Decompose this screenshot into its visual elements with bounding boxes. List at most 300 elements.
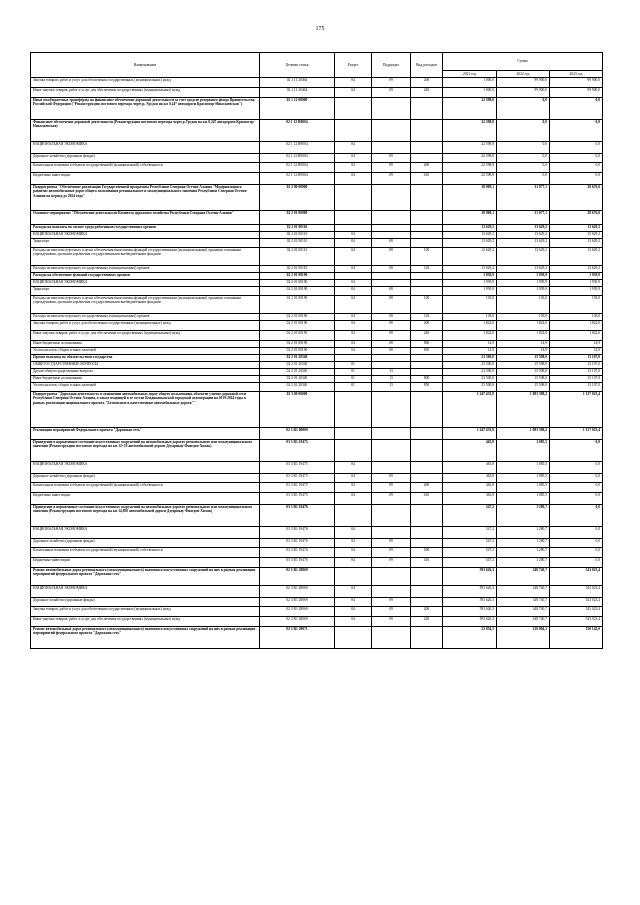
cell-name: Расходы на выплаты персоналу в целях обеспечения выполнения функций государственными (муниципальными) органами, казенными учреждениями, органами управления государственными внебюджетными фондами — [31, 248, 260, 266]
cell-2022: 1 085,5 — [497, 440, 550, 462]
table-row — [31, 355, 603, 362]
cell-subsection: 09 — [372, 474, 411, 483]
cell-2021: 547,2 — [443, 558, 497, 568]
table-row — [31, 78, 603, 88]
cell-subsection — [372, 568, 411, 586]
table-row — [31, 607, 603, 617]
cell-2023: 13 107,0 — [550, 369, 603, 376]
cell-expense-type — [411, 392, 443, 428]
cell-expense-type: 100 — [411, 248, 443, 266]
cell-2023: 99 900,0 — [550, 78, 603, 88]
cell-target: 02 3 R1 00000 — [260, 428, 335, 440]
cell-2023: 28 676,0 — [550, 185, 603, 211]
cell-name: НАЦИОНАЛЬНАЯ ЭКОНОМИКА — [31, 142, 260, 154]
cell-2021: 22 598,8 — [443, 173, 497, 185]
table-row — [31, 369, 603, 376]
table-row — [31, 266, 603, 273]
table-row — [31, 163, 603, 173]
cell-subsection: 08 — [372, 248, 411, 266]
table-row — [31, 232, 603, 239]
table-row — [31, 142, 603, 154]
cell-2022: 1 939,9 — [497, 273, 550, 280]
cell-2021: 23 500,0 — [443, 362, 497, 369]
cell-2023: 1 137 023,4 — [550, 392, 603, 428]
cell-2023: 0,0 — [550, 474, 603, 483]
cell-expense-type — [411, 598, 443, 607]
cell-name: Уплата налогов, сборов и иных платежей — [31, 348, 260, 355]
cell-2021: 23 500,0 — [443, 376, 497, 383]
cell-subsection — [372, 362, 411, 369]
cell-2023: 543 023,4 — [550, 617, 603, 627]
cell-2023: 0,0 — [550, 548, 603, 558]
cell-target: 02 1 11 20464 — [260, 88, 335, 98]
table-row — [31, 331, 603, 341]
cell-2023: 0,0 — [550, 154, 603, 163]
header-target: Целевая статья — [260, 53, 335, 78]
cell-expense-type: 240 — [411, 88, 443, 98]
cell-2021: 1 000,0 — [443, 78, 497, 88]
cell-2021: 1 822,0 — [443, 321, 497, 331]
table-row — [31, 568, 603, 586]
table-row — [31, 248, 603, 266]
cell-section — [335, 211, 372, 225]
cell-expense-type: 200 — [411, 607, 443, 617]
cell-subsection — [372, 627, 411, 649]
header-section: Раздел — [335, 53, 372, 78]
table-row — [31, 348, 603, 355]
cell-2021: 14,9 — [443, 348, 497, 355]
cell-2022: 1 085,5 — [497, 493, 550, 505]
cell-subsection: 09 — [372, 548, 411, 558]
cell-2022: 1 822,0 — [497, 331, 550, 341]
cell-2023: 14,9 — [550, 348, 603, 355]
cell-2021: 22 598,8 — [443, 163, 497, 173]
cell-2023: 0,0 — [550, 163, 603, 173]
cell-name: Ремонт автомобильных дорог регионального (межмуниципального) значения и искусственных сооружений на них в рамках реализации мероприятий федерального проекта "Дорожная сеть" — [31, 568, 260, 586]
cell-2022: 0,0 — [497, 120, 550, 142]
cell-name: Реализация мероприятий Федерального проекта "Дорожная сеть" — [31, 428, 260, 440]
cell-target: 02 2 01 00190 — [260, 296, 335, 314]
cell-expense-type: 120 — [411, 314, 443, 321]
cell-section: 04 — [335, 248, 372, 266]
cell-expense-type — [411, 355, 443, 362]
cell-subsection — [372, 142, 411, 154]
table-row — [31, 392, 603, 428]
table-row — [31, 505, 603, 527]
cell-target: 02 3 R1 28071 — [260, 627, 335, 649]
cell-2021: 23 500,0 — [443, 383, 497, 392]
cell-2023: 13 107,0 — [550, 362, 603, 369]
cell-target: 02 2 01 00190 — [260, 331, 335, 341]
cell-2023: 0,0 — [550, 483, 603, 493]
cell-2021: 22 598,8 — [443, 120, 497, 142]
cell-2021: 593 626,3 — [443, 598, 497, 607]
cell-name: Прочие выплаты по обязательствам государства — [31, 355, 260, 362]
cell-subsection — [372, 505, 411, 527]
cell-subsection — [372, 586, 411, 598]
cell-2022: 0,0 — [497, 154, 550, 163]
cell-2022: 348 740,7 — [497, 568, 550, 586]
cell-2021: 547,2 — [443, 527, 497, 539]
header-row — [31, 53, 603, 71]
cell-target: 03 3 R1 19475 — [260, 440, 335, 462]
cell-expense-type: 850 — [411, 383, 443, 392]
cell-expense-type: 240 — [411, 617, 443, 627]
cell-target: 02 2 01 00190 — [260, 280, 335, 287]
cell-subsection — [372, 98, 411, 120]
cell-2023: 1 822,0 — [550, 321, 603, 331]
table-row — [31, 120, 603, 142]
table-row — [31, 558, 603, 568]
cell-subsection: 08 — [372, 266, 411, 273]
cell-section — [335, 440, 372, 462]
cell-2021: 23 500,0 — [443, 369, 497, 376]
table-row — [31, 617, 603, 627]
cell-2023: 0,0 — [550, 142, 603, 154]
cell-2022: 0,0 — [497, 163, 550, 173]
cell-2022: 1 822,0 — [497, 321, 550, 331]
cell-2023: 14,9 — [550, 341, 603, 348]
cell-expense-type: 400 — [411, 163, 443, 173]
table-row — [31, 627, 603, 649]
cell-target: 02 2 01 00190 — [260, 321, 335, 331]
cell-target: 02 2 01 00190 — [260, 273, 335, 280]
cell-2023: 13 629,2 — [550, 239, 603, 248]
cell-section — [335, 273, 372, 280]
cell-2021: 593 626,3 — [443, 586, 497, 598]
cell-name: Подпрограмма "Обеспечение реализации Государственной программы Республики Северная Осетия-Алания "Модернизация и развитие автомобильных дорог общего пользования регионального и межмуниципального значения Республики Северная Осетия-Алания на период до 2024 года" — [31, 185, 260, 211]
cell-2021: 103,0 — [443, 296, 497, 314]
cell-subsection: 08 — [372, 287, 411, 296]
cell-target: 02 2 01 00190 — [260, 314, 335, 321]
table-row — [31, 173, 603, 185]
cell-subsection: 08 — [372, 341, 411, 348]
cell-subsection: 13 — [372, 376, 411, 383]
cell-expense-type: 400 — [411, 483, 443, 493]
cell-2022: 1 085,5 — [497, 483, 550, 493]
cell-section: 04 — [335, 341, 372, 348]
cell-2023: 0,0 — [550, 527, 603, 539]
cell-subsection — [372, 392, 411, 428]
cell-name: Дорожное хозяйство (дорожные фонды) — [31, 474, 260, 483]
cell-name: Бюджетные инвестиции — [31, 558, 260, 568]
table-row — [31, 296, 603, 314]
cell-2023: 0,0 — [550, 539, 603, 548]
cell-target: 02 2 01 00190 — [260, 348, 335, 355]
cell-section: 04 — [335, 483, 372, 493]
cell-target: 02 2 01 20340 — [260, 362, 335, 369]
cell-section — [335, 428, 372, 440]
cell-name: НАЦИОНАЛЬНАЯ ЭКОНОМИКА — [31, 586, 260, 598]
table-row — [31, 185, 603, 211]
cell-name: НАЦИОНАЛЬНАЯ ЭКОНОМИКА — [31, 527, 260, 539]
cell-subsection — [372, 280, 411, 287]
table-row — [31, 548, 603, 558]
cell-2023: 13 629,2 — [550, 266, 603, 273]
cell-2021: 463,8 — [443, 493, 497, 505]
cell-subsection — [372, 211, 411, 225]
table-row — [31, 428, 603, 440]
cell-expense-type — [411, 627, 443, 649]
cell-target: 02 2 01 00110 — [260, 266, 335, 273]
cell-2023: 99 900,0 — [550, 88, 603, 98]
cell-expense-type: 850 — [411, 348, 443, 355]
cell-subsection — [372, 225, 411, 232]
cell-section: 04 — [335, 474, 372, 483]
cell-section: 04 — [335, 348, 372, 355]
cell-subsection: 08 — [372, 331, 411, 341]
cell-section: 04 — [335, 321, 372, 331]
cell-2021: 463,8 — [443, 440, 497, 462]
cell-2021: 463,8 — [443, 462, 497, 474]
cell-target: 02 3 00 00000 — [260, 392, 335, 428]
cell-2022: 15 508,0 — [497, 383, 550, 392]
cell-name: Иные бюджетные ассигнования — [31, 376, 260, 383]
cell-subsection: 08 — [372, 239, 411, 248]
cell-2022: 1 085,5 — [497, 474, 550, 483]
cell-2022: 1 280,7 — [497, 548, 550, 558]
cell-target: 02 3 R1 28069 — [260, 598, 335, 607]
cell-2022: 103,0 — [497, 296, 550, 314]
cell-2021: 14,9 — [443, 341, 497, 348]
cell-2022: 14,9 — [497, 341, 550, 348]
cell-name: Иные закупки товаров, работ и услуг для обеспечения государственных (муниципальных) нужд — [31, 331, 260, 341]
cell-2022: 348 740,7 — [497, 607, 550, 617]
cell-expense-type — [411, 273, 443, 280]
cell-name: Транспорт — [31, 287, 260, 296]
cell-section: 04 — [335, 296, 372, 314]
cell-subsection — [372, 428, 411, 440]
cell-subsection: 09 — [372, 617, 411, 627]
cell-name: ОБЩЕГОСУДАРСТВЕННЫЕ ВОПРОСЫ — [31, 362, 260, 369]
table-row — [31, 383, 603, 392]
cell-2023: 1 939,9 — [550, 273, 603, 280]
cell-2023: 543 023,4 — [550, 586, 603, 598]
cell-target: 02 1 12 R9004 — [260, 163, 335, 173]
table-row — [31, 211, 603, 225]
cell-target: 03 3 R1 19475 — [260, 483, 335, 493]
cell-target: 02 2 01 20340 — [260, 383, 335, 392]
table-row — [31, 88, 603, 98]
cell-subsection — [372, 120, 411, 142]
cell-2023: 1 939,9 — [550, 280, 603, 287]
cell-name: Основное мероприятие "Обеспечение деятельности Комитета дорожного хозяйства Республики Северная Осетия-Алания" — [31, 211, 260, 225]
cell-2022: 15 508,0 — [497, 376, 550, 383]
cell-expense-type: 410 — [411, 493, 443, 505]
cell-section: 01 — [335, 362, 372, 369]
cell-expense-type — [411, 505, 443, 527]
cell-subsection: 08 — [372, 296, 411, 314]
cell-name: Бюджетные инвестиции — [31, 493, 260, 505]
cell-2022: 99 900,0 — [497, 78, 550, 88]
cell-target: 03 3 R1 19475 — [260, 462, 335, 474]
cell-2021: 23 500,0 — [443, 355, 497, 362]
cell-subsection: 09 — [372, 539, 411, 548]
cell-2021: 52 054,5 — [443, 627, 497, 649]
cell-2022: 1 939,9 — [497, 280, 550, 287]
cell-2021: 22 598,8 — [443, 98, 497, 120]
cell-subsection: 09 — [372, 173, 411, 185]
cell-target: 02 3 R1 28069 — [260, 586, 335, 598]
cell-name: Подпрограмма "Дорожная деятельность в отношении автомобильных дорог общего пользования, объектов улично-дорожной сети Республики Северная Осетия-Алания, а также входящей в ее состав Владикавказской городской агломерации на 2019-2024 годы в рамках реализации национального проекта "Безопасные и качественные автомобильные дороги"" — [31, 392, 260, 428]
table-row — [31, 98, 603, 120]
cell-2022: 1 083 398,2 — [497, 392, 550, 428]
cell-expense-type — [411, 428, 443, 440]
cell-name: Закупка товаров, работ и услуг для обеспечения государственных (муниципальных) нужд — [31, 607, 260, 617]
cell-2021: 22 598,8 — [443, 154, 497, 163]
cell-name: НАЦИОНАЛЬНАЯ ЭКОНОМИКА — [31, 280, 260, 287]
cell-expense-type — [411, 527, 443, 539]
cell-2022: 99 900,0 — [497, 88, 550, 98]
cell-2021: 1 939,9 — [443, 287, 497, 296]
cell-2023: 0,0 — [550, 558, 603, 568]
cell-target: 02 2 01 00190 — [260, 341, 335, 348]
cell-expense-type: 240 — [411, 331, 443, 341]
cell-name: Бюджетные инвестиции — [31, 173, 260, 185]
cell-name: Иные бюджетные ассигнования — [31, 341, 260, 348]
cell-name: Иные закупки товаров, работ и услуг для обеспечения государственных (муниципальных) нужд — [31, 88, 260, 98]
cell-2022: 1 085,5 — [497, 462, 550, 474]
cell-section: 04 — [335, 173, 372, 185]
cell-section: 04 — [335, 266, 372, 273]
table-row — [31, 474, 603, 483]
cell-name: Иные закупки товаров, работ и услуг для обеспечения государственных (муниципальных) нужд — [31, 617, 260, 627]
cell-section: 04 — [335, 548, 372, 558]
cell-expense-type: 120 — [411, 266, 443, 273]
cell-expense-type — [411, 211, 443, 225]
cell-expense-type — [411, 586, 443, 598]
cell-expense-type — [411, 440, 443, 462]
cell-2022: 103,0 — [497, 314, 550, 321]
cell-2023: 1 822,0 — [550, 331, 603, 341]
cell-2021: 1 247 433,8 — [443, 428, 497, 440]
cell-section — [335, 568, 372, 586]
cell-name: Ремонт автомобильных дорог регионального (межмуниципального) значения и искусственных сооружений на них в рамках реализации мероприятий федерального проекта "Дорожная сеть" — [31, 627, 260, 649]
cell-section: 04 — [335, 539, 372, 548]
cell-target: 03 3 R1 19476 — [260, 548, 335, 558]
cell-2021: 38 069,1 — [443, 211, 497, 225]
table-row — [31, 493, 603, 505]
cell-section: 04 — [335, 78, 372, 88]
header-sum: Сумма — [443, 53, 603, 71]
cell-2023: 543 023,4 — [550, 568, 603, 586]
cell-2022: 13 629,2 — [497, 266, 550, 273]
cell-2021: 13 629,2 — [443, 239, 497, 248]
cell-expense-type — [411, 287, 443, 296]
cell-2022: 13 629,2 — [497, 239, 550, 248]
cell-2021: 593 626,3 — [443, 617, 497, 627]
cell-expense-type — [411, 474, 443, 483]
cell-2021: 547,2 — [443, 505, 497, 527]
cell-target: 03 3 R1 19475 — [260, 493, 335, 505]
cell-name: Другие общегосударственные вопросы — [31, 369, 260, 376]
header-expense-type: Вид расходов — [411, 53, 443, 78]
cell-name: Капитальные вложения в объекты государственной (муниципальной) собственности — [31, 163, 260, 173]
cell-section: 04 — [335, 586, 372, 598]
table-row — [31, 462, 603, 474]
cell-section: 01 — [335, 383, 372, 392]
cell-2023: 13 107,0 — [550, 355, 603, 362]
cell-2023: 150 142,0 — [550, 627, 603, 649]
cell-expense-type — [411, 362, 443, 369]
cell-2023: 13 107,0 — [550, 376, 603, 383]
cell-2023: 1 939,9 — [550, 287, 603, 296]
cell-section: 04 — [335, 163, 372, 173]
cell-2021: 13 629,2 — [443, 225, 497, 232]
cell-expense-type: 410 — [411, 173, 443, 185]
header-2022: 2022 год — [497, 71, 550, 78]
cell-2023: 0,0 — [550, 120, 603, 142]
page-number: 175 — [315, 26, 325, 32]
cell-section: 04 — [335, 232, 372, 239]
cell-target: 02 2 01 00000 — [260, 211, 335, 225]
cell-section: 04 — [335, 154, 372, 163]
table-row — [31, 586, 603, 598]
cell-2022: 13 629,2 — [497, 225, 550, 232]
table-row — [31, 440, 603, 462]
cell-2022: 0,0 — [497, 173, 550, 185]
cell-subsection: 09 — [372, 558, 411, 568]
header-name: Наименование — [31, 53, 260, 78]
cell-target: 03 3 R1 19476 — [260, 505, 335, 527]
table-row — [31, 239, 603, 248]
cell-2021: 38 069,1 — [443, 185, 497, 211]
cell-expense-type — [411, 568, 443, 586]
header-2023: 2023 год — [550, 71, 603, 78]
cell-expense-type — [411, 462, 443, 474]
cell-2022: 31 077,1 — [497, 211, 550, 225]
table-row — [31, 362, 603, 369]
table-row — [31, 273, 603, 280]
cell-2023: 543 023,4 — [550, 598, 603, 607]
cell-expense-type — [411, 185, 443, 211]
cell-expense-type — [411, 239, 443, 248]
cell-2021: 13 629,2 — [443, 266, 497, 273]
cell-expense-type — [411, 280, 443, 287]
cell-section: 04 — [335, 462, 372, 474]
cell-target: 02 1 11 20464 — [260, 78, 335, 88]
cell-subsection: 08 — [372, 314, 411, 321]
cell-subsection — [372, 185, 411, 211]
cell-2022: 14,9 — [497, 348, 550, 355]
cell-name: НАЦИОНАЛЬНАЯ ЭКОНОМИКА — [31, 462, 260, 474]
cell-target: 02 2 01 00190 — [260, 287, 335, 296]
cell-2023: 0,0 — [550, 98, 603, 120]
cell-section — [335, 225, 372, 232]
cell-target: 02 3 R1 28069 — [260, 607, 335, 617]
cell-2023: 0,0 — [550, 493, 603, 505]
cell-2022: 1 083 398,2 — [497, 428, 550, 440]
cell-section: 04 — [335, 331, 372, 341]
cell-name: Иные межбюджетные трансферты на финансовое обеспечение дорожной деятельности за счет средств резервного фонда Правительства Российской Федерации ("Реконструкция мостового перехода через р. Урсдон на км 0,24* автодороги Красногор-Николаевская") — [31, 98, 260, 120]
cell-target: 03 3 R1 19476 — [260, 527, 335, 539]
cell-2021: 1 939,9 — [443, 280, 497, 287]
cell-expense-type — [411, 142, 443, 154]
cell-name: Расходы на выплаты по оплате труда работников государственных органов — [31, 225, 260, 232]
cell-subsection: 09 — [372, 88, 411, 98]
table-row — [31, 341, 603, 348]
table-row — [31, 376, 603, 383]
cell-subsection — [372, 440, 411, 462]
cell-name: Приведение в нормативное состояние искусственных сооружений на автомобильных дорогах регионального или межмуниципального значения (Реконструкция мостового перехода на км 12+19 автомобильной дороги Дзуарикау-Фиагдон-Хилак) — [31, 440, 260, 462]
header-2021: 2021 год — [443, 71, 497, 78]
table-row — [31, 225, 603, 232]
cell-expense-type — [411, 369, 443, 376]
cell-2022: 210 904,3 — [497, 627, 550, 649]
cell-section — [335, 120, 372, 142]
cell-target: 02 3 R1 28069 — [260, 617, 335, 627]
cell-section: 04 — [335, 314, 372, 321]
